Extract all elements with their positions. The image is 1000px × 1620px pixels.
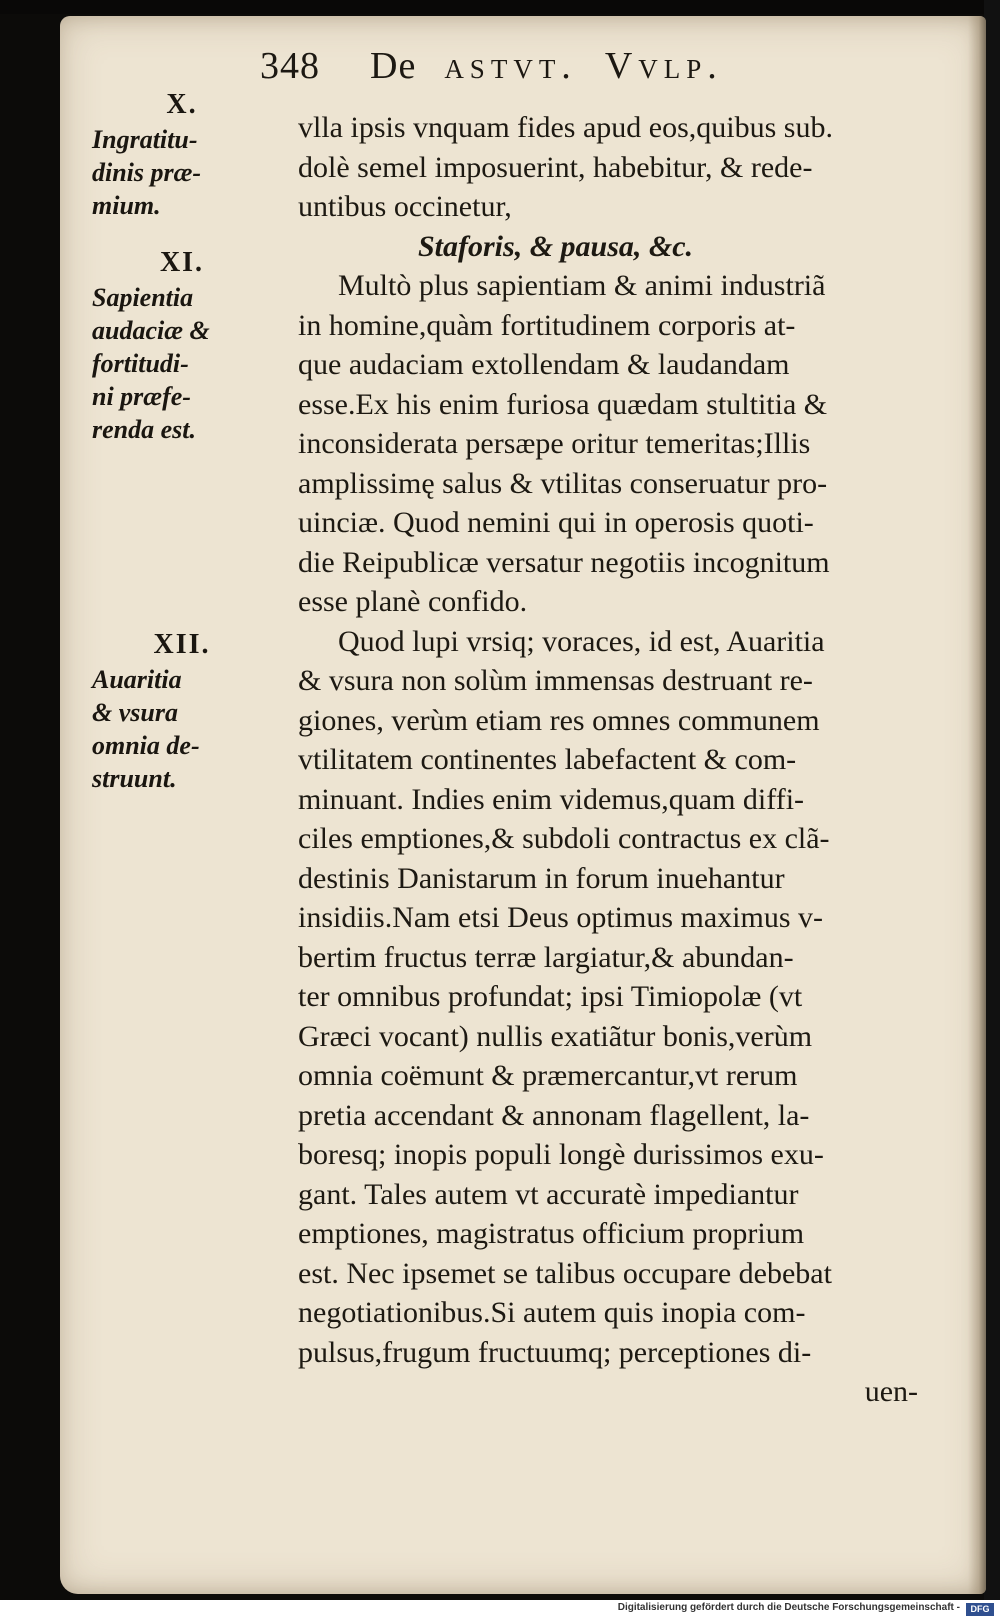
margin-note-line: renda est. xyxy=(92,415,196,444)
text-line: est. Nec ipsemet se talibus occupare debebat xyxy=(298,1256,832,1290)
text-line: que audaciam extollendam & laudandam xyxy=(298,348,790,381)
text-line: pulsus,frugum fructuumq; perceptiones di- xyxy=(298,1335,812,1369)
text-line: vtilitatem continentes labefactent & com- xyxy=(298,743,797,776)
text-line: esse planè confido. xyxy=(298,585,528,618)
text-line: inconsiderata persæpe oritur temeritas;Illis xyxy=(298,427,811,460)
margin-note-line: omnia de- xyxy=(92,731,200,760)
text-line: bertim fructus terræ largiatur,& abundan- xyxy=(298,940,794,974)
text-line: Græci vocant) nullis exatiãtur bonis,verùm xyxy=(298,1019,813,1053)
margin-note-line: audaciæ & xyxy=(92,316,210,345)
running-head-word: Vvlp. xyxy=(604,45,723,87)
text-line: vlla ipsis vnquam fides apud eos,quibus sub. xyxy=(298,111,833,144)
text-line: untibus occinetur, xyxy=(298,190,512,223)
running-head-word: De xyxy=(370,45,417,87)
text-line: emptiones, magistratus officium proprium xyxy=(298,1217,805,1250)
margin-note-xi xyxy=(92,246,242,446)
text-line: amplissimę salus & vtilitas conseruatur pro- xyxy=(298,466,828,500)
text-line: in homine,quàm fortitudinem corporis at- xyxy=(298,308,796,342)
scan-frame-right xyxy=(984,0,1000,1620)
text-line: destinis Danistarum in forum inuehantur xyxy=(298,861,785,895)
page-number: 348 xyxy=(260,45,320,87)
margin-note-line: fortitudi- xyxy=(92,349,189,378)
margin-note-line: struunt. xyxy=(92,764,177,793)
text-line: omnia coëmunt & præmercantur,vt rerum xyxy=(298,1059,798,1092)
text-line: insidiis.Nam etsi Deus optimus maximus v- xyxy=(298,901,823,934)
margin-note-line: & vsura xyxy=(92,698,178,727)
margin-note-line: Ingratitu- xyxy=(92,125,198,154)
text-line: pretia accendant & annonam flagellent, la- xyxy=(298,1098,810,1132)
dfg-logo: DFG xyxy=(966,1603,994,1616)
body-text xyxy=(298,108,958,1412)
running-head xyxy=(260,44,880,88)
margin-note-line: Sapientia xyxy=(92,283,194,312)
running-head-word: astvt. xyxy=(444,45,577,87)
margin-note-number: X. xyxy=(166,89,198,120)
text-line: boresq; inopis populi longè durissimos exu- xyxy=(298,1138,824,1171)
text-line: negotiationibus.Si autem quis inopia com- xyxy=(298,1296,806,1329)
margin-note-line: ni præfe- xyxy=(92,382,191,411)
margin-note-line: Auaritia xyxy=(92,665,182,694)
margin-note-number: XII. xyxy=(153,629,211,660)
text-line: gant. Tales autem vt accuratè impediantur xyxy=(298,1177,799,1211)
margin-note-number: XI. xyxy=(159,247,205,278)
scan-frame-top xyxy=(0,0,1000,14)
text-line: dolè semel imposuerint, habebitur, & rede- xyxy=(298,150,813,184)
margin-note-x xyxy=(92,88,242,222)
page-edge-shadow xyxy=(968,16,986,1594)
paragraph-start-line: Multò plus sapientiam & animi industriã xyxy=(338,269,826,302)
catchword: uen- xyxy=(864,1375,918,1408)
text-line: giones, verùm etiam res omnes communem xyxy=(298,703,820,737)
text-line: minuant. Indies enim videmus,quam diffi- xyxy=(298,782,805,816)
text-line: ter omnibus profundat; ipsi Timiopolæ (vt xyxy=(298,980,803,1013)
margin-note-line: mium. xyxy=(92,191,161,220)
paragraph-start-line: Quod lupi vrsiq; voraces, id est, Auaritia xyxy=(338,624,825,658)
margin-note-line: dinis præ- xyxy=(92,158,202,187)
funding-credit: Digitalisierung gefördert durch die Deutsche Forschungsgemeinschaft - xyxy=(617,1602,960,1613)
text-line: & vsura non solùm immensas destruant re- xyxy=(298,664,813,697)
text-line: die Reipublicæ versatur negotiis incognitum xyxy=(298,545,830,579)
footer-bar xyxy=(0,1600,1000,1620)
text-line: ciles emptiones,& subdoli contractus ex clã- xyxy=(298,822,830,855)
margin-note-xii xyxy=(92,628,242,795)
verse-line: Staforis, & pausa, &c. xyxy=(418,229,694,263)
text-line: uinciæ. Quod nemini qui in operosis quoti- xyxy=(298,506,814,539)
text-line: esse.Ex his enim furiosa quædam stultitia & xyxy=(298,387,828,421)
